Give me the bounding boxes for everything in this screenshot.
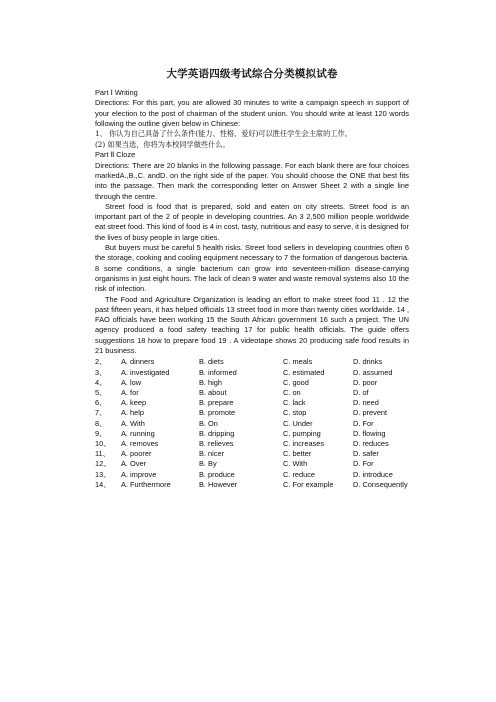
option-number: 11、 <box>95 449 111 459</box>
option-choice-d: D. need <box>353 398 379 408</box>
option-choice-c: C. pumping <box>283 428 321 438</box>
option-choice-c: C. better <box>283 449 312 459</box>
outline-item-1: 1、 你认为自己具备了什么条件(能力、性格、爱好)可以胜任学生会主席的工作。 <box>95 129 352 139</box>
cloze-paragraph-1: Street food is food that is prepared, sold and eaten on city streets. Street food is an important part of the 2 of people in developing countries. An 3 2,500 million people worldwide eat street food. This kind of food is 4 in cost, tasty, nutritious and easy to serve, it is designed for the lives of busy people in large cities. <box>95 201 409 242</box>
option-number: 4、 <box>95 377 107 387</box>
option-choice-b: B. dripping <box>199 428 235 438</box>
option-choice-d: D. flowing <box>353 428 386 438</box>
option-choice-c: C. lack <box>283 398 306 408</box>
option-choice-b: B. On <box>199 418 218 428</box>
option-choice-b: B. informed <box>199 367 237 377</box>
option-choice-b: B. relieves <box>199 438 234 448</box>
option-number: 12、 <box>95 459 111 469</box>
option-number: 9、 <box>95 428 107 438</box>
option-row <box>95 368 409 378</box>
option-choice-a: A. improve <box>121 469 157 479</box>
part1-heading: Part Ⅰ Writing <box>95 88 138 97</box>
outline-item-2: (2) 如果当选，你将为本校同学做些什么。 <box>95 139 230 149</box>
option-choice-c: C. good <box>283 377 309 387</box>
option-choice-b: B. promote <box>199 408 236 418</box>
option-choice-a: A. Over <box>121 459 147 469</box>
option-choice-d: D. Consequently <box>353 479 408 489</box>
option-choice-d: D. drinks <box>353 357 383 367</box>
option-choice-a: A. removes <box>121 438 159 448</box>
option-row <box>95 480 409 490</box>
option-row <box>95 398 409 408</box>
option-choice-a: A. for <box>121 387 139 397</box>
option-row <box>95 470 409 480</box>
option-choice-d: D. introduce <box>353 469 393 479</box>
option-choice-a: A. Furthermore <box>121 479 171 489</box>
option-number: 13、 <box>95 469 111 479</box>
option-choice-b: B. prepare <box>199 398 234 408</box>
cloze-paragraph-3: The Food and Agriculture Organization is leading an effort to make street food 11 . 12 the past fifteen years, it has helped officials 13 street food in more than twenty cities worldwide. 14 , FAO officials have been working 15 the South African government 16 such a project. The UN agency produced a food safety teaching 17 for public health officials. The guide offers suggestions 18 how to prepare food 19 . A videotape shows 20 producing safe food results in 21 business. <box>95 294 409 356</box>
option-row <box>95 449 409 459</box>
option-choice-c: C. meals <box>283 357 313 367</box>
option-choice-b: B. nicer <box>199 449 225 459</box>
option-row <box>95 419 409 429</box>
cloze-paragraph-2: But buyers must be careful 5 health risks. Street food sellers in developing countries often 6 the storage, cooking and cooling equipment necessary to 7 the formation of dangerous bacteria. 8 some conditions, a single bacterium can grow into seventeen-million disease-carrying organisms in just eight hours. The lack of clean 9 water and waste removal systems also 10 the risk of infection. <box>95 243 409 294</box>
option-choice-c: C. on <box>283 387 301 397</box>
option-number: 3、 <box>95 367 107 377</box>
option-choice-c: C. increases <box>283 438 325 448</box>
page-title: 大学英语四级考试综合分类模拟试卷 <box>166 68 338 80</box>
option-choice-c: C. For example <box>283 479 334 489</box>
option-choice-c: C. stop <box>283 408 307 418</box>
option-row <box>95 388 409 398</box>
option-choice-a: A. low <box>121 377 142 387</box>
option-choice-a: A. poorer <box>121 449 152 459</box>
option-number: 6、 <box>95 398 107 408</box>
document-page <box>95 66 409 490</box>
option-row <box>95 378 409 388</box>
option-number: 5、 <box>95 387 107 397</box>
option-number: 14、 <box>95 479 111 489</box>
option-choice-d: D. reduces <box>353 438 389 448</box>
option-choice-a: A. With <box>121 418 145 428</box>
option-choice-d: D. assumed <box>353 367 393 377</box>
option-choice-a: A. investigated <box>121 367 170 377</box>
option-choice-b: B. about <box>199 387 227 397</box>
option-choice-d: D. poor <box>353 377 378 387</box>
option-number: 2、 <box>95 357 107 367</box>
option-choice-a: A. help <box>121 408 145 418</box>
option-row <box>95 459 409 469</box>
option-choice-d: D. of <box>353 387 369 397</box>
option-choice-c: C. With <box>283 459 308 469</box>
option-row <box>95 408 409 418</box>
options-list <box>95 357 409 490</box>
option-choice-a: A. keep <box>121 398 147 408</box>
option-choice-b: B. By <box>199 459 217 469</box>
option-choice-b: B. diets <box>199 357 224 367</box>
option-row <box>95 357 409 367</box>
option-choice-d: D. For <box>353 418 374 428</box>
part2-heading: Part Ⅱ Cloze <box>95 150 136 160</box>
option-row <box>95 439 409 449</box>
option-choice-d: D. safer <box>353 449 379 459</box>
option-choice-b: B. high <box>199 377 223 387</box>
option-choice-c: C. Under <box>283 418 313 428</box>
option-choice-a: A. running <box>121 428 155 438</box>
option-number: 7、 <box>95 408 107 418</box>
option-row <box>95 429 409 439</box>
option-choice-d: D. prevent <box>353 408 388 418</box>
part1-directions: Directions: For this part, you are allowed 30 minutes to write a campaign speech in support of your election to the post of chairman of the student union. You should write at least 120 words following the outline given below in Chinese: <box>95 98 409 128</box>
option-number: 10、 <box>95 438 111 448</box>
option-choice-b: B. produce <box>199 469 235 479</box>
option-choice-c: C. reduce <box>283 469 316 479</box>
option-choice-a: A. dinners <box>121 357 155 367</box>
option-number: 8、 <box>95 418 107 428</box>
option-choice-b: B. However <box>199 479 238 489</box>
part2-directions: Directions: There are 20 blanks in the following passage. For each blank there are four choices markedA.,B.,C. andD. on the right side of the paper. You should choose the ONE that best fits into the passage. Then mark the corresponding letter on Answer Sheet 2 with a single line through the centre. <box>95 160 409 201</box>
option-choice-d: D. For <box>353 459 374 469</box>
option-choice-c: C. estimated <box>283 367 325 377</box>
